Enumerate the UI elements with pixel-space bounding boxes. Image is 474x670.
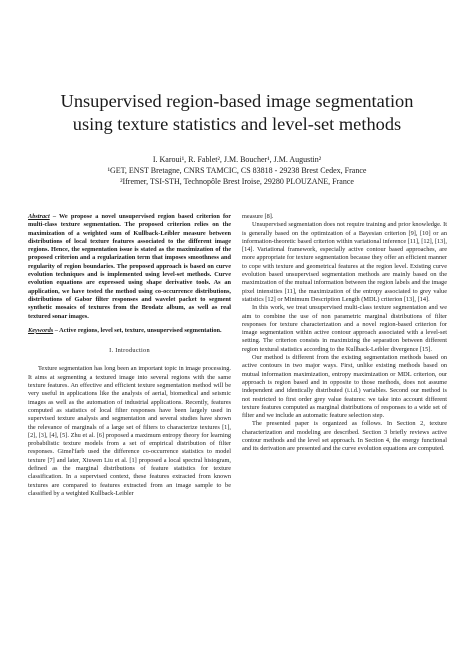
keywords-label: Keywords	[28, 326, 54, 334]
affiliation-1: ¹GET, ENST Bretagne, CNRS TAMCIC, CS 83818 - 29238 Brest Cedex, France	[107, 166, 367, 175]
body-paragraph: Unsupervised segmentation does not require training and prior knowledge. It is generally based on the optimization of a Bayesian criterion [9], [10] or an information-theoretic based criterion within variational inference [11], [12], [13], [14]. Variational framework, especially active contour based approaches, are more appropriate for texture segmentation because they offer an efficient manner to cope with texture and geometrical features at the region level. Existing curve evolution based unsupervised segmentation methods are mainly based on the maximization of the mutual information between the region labels and the image pixel intensities [11], the maximization of the entropy associated to grey value statistics [12] or Minimum Description Length (MDL) criterion [13], [14].	[242, 221, 447, 303]
continued-text: measure [8].	[242, 213, 274, 220]
title-line-1: Unsupervised region-based image segmentation	[60, 91, 414, 111]
title-line-2: using texture statistics and level-set methods	[72, 114, 402, 134]
body-paragraph: Our method is different from the existing segmentation methods based on active contours in two major ways. First, unlike existing methods based on mutual information maximization, entropy maximization or MDL criterion, our approach is region based and in opposite to those methods, does not assume independent and identically distributed (i.i.d.) variables. Second our method is not restricted to first order grey value features: we take into account different texture features computed as marginal distributions of responses to a wide set of filter and we include an automatic feature selection step.	[242, 354, 447, 420]
affiliation-2: ²Ifremer, TSI-STH, Technopôle Brest Iroise, 29280 PLOUZANE, France	[120, 177, 354, 186]
paper-title	[20, 90, 454, 136]
abstract	[28, 213, 231, 321]
keywords-text: – Active regions, level set, texture, unsupervised segmentation.	[53, 326, 222, 334]
body-paragraph: The presented paper is organized as follows. In Section 2, texture characterization and modeling are described. Section 3 briefly reviews active contour methods and the level set approach. In Section 4, the energy functional and its derivation are presented and the curve evolution equations are computed.	[242, 420, 447, 453]
abstract-text: – We propose a novel unsupervised region based criterion for multi-class texture segmentation. The proposed criterion relies on the maximization of a weighted sum of Kullback-Leibler measure between distributions of local texture features associated to the different image regions. Hence, the segmentation issue is stated as the maximization of the proposed criterion and a regularization term that imposes smoothness and regularity of region boundaries. The proposed approach is based on curve evolution techniques and is implemented using level-set methods. Curve evolution equations are expressed using shape derivative tools. As an application, we have tested the method using co-occurrence distributions, distributions of Gabor filter responses and wavelet packet to segment synthetic mosaics of textures from the Brodatz album, as well as real textured sonar images.	[28, 213, 231, 320]
left-column	[28, 213, 231, 498]
section-heading-introduction: I. Introduction	[109, 347, 150, 355]
author-block	[20, 154, 454, 187]
author-names: I. Karoui¹, R. Fablet², J.M. Boucher¹, J.M. Augustin²	[152, 155, 322, 164]
intro-paragraph: Texture segmentation has long been an important topic in image processing. It aims at segmenting a textured image into several regions with the same texture features. An effective and efficient texture segmentation method will be very useful in applications like the analysis of aerial, biomedical and seismic images as well as the automation of industrial applications. Recently, features computed as statistics of local filter responses have been largely used in supervised texture analysis and segmentation and several studies have shown the relevance of marginals of a large set of filters to characterize textures [1], [2], [3], [4], [5]. Zhu et al. [6] proposed a maximum entropy theory for learning probabilistic texture models from a set of empirical distribution of filter responses. Gimel'farb used the difference co-occurrence statistics to model texture [7] and later, Xiuwen Liu et al. [1] proposed a local spectral histogram, defined as the marginal distributions of feature statistics for texture classification. In a supervised context, these features extracted from known textures are compared to features extracted from an image sample to be classified by a weighted Kullback-Leibler	[28, 365, 231, 497]
right-column	[242, 213, 447, 454]
keywords	[28, 327, 231, 335]
body-paragraph: In this work, we treat unsupervised multi-class texture segmentation and we aim to combine the use of non parametric marginal distributions of filter responses for texture characterization and a novel region-based criterion for image segmentation within active contour approach associated with a level-set setting. The criterion consists in maximizing the separation between different region textural statistics according to the Kullback-Leibler divergence [15].	[242, 304, 447, 353]
abstract-label: Abstract	[28, 213, 50, 220]
